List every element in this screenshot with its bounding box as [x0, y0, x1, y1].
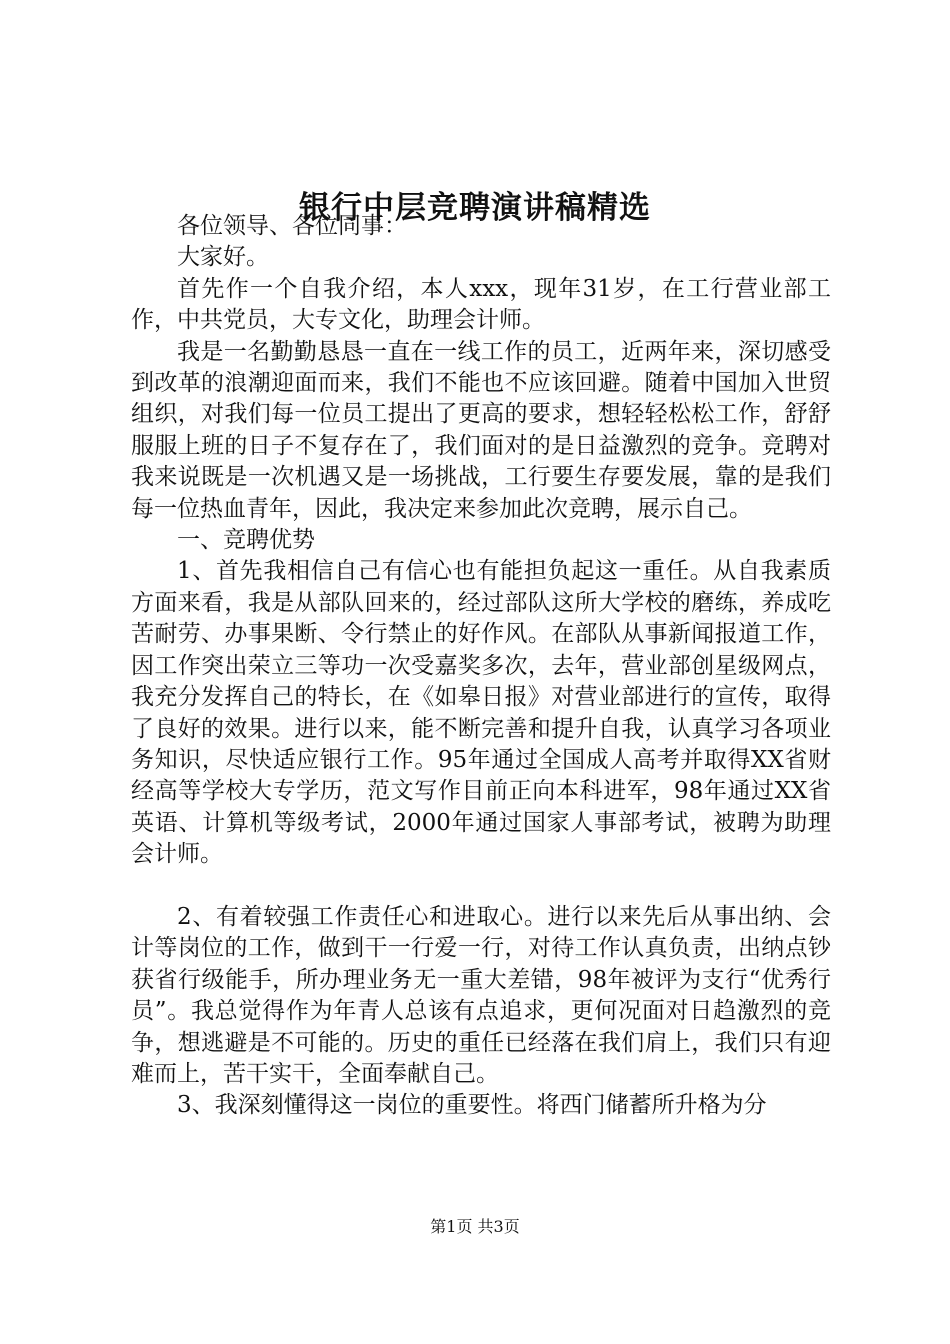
paragraph-advantage-2: 2、有着较强工作责任心和进取心。进行以来先后从事出纳、会计等岗位的工作，做到干一行爱一行，对待工作认真负责，出纳点钞获省行级能手，所办理业务无一重大差错，98年被评为支行“优秀行员”。我总觉得作为年青人总该有点追求，更何况面对日趋激烈的竞争，想逃避是不可能的。历史的重任已经落在我们肩上，我们只有迎难而上，苦干实干，全面奉献自己。 — [131, 903, 831, 1087]
document-body — [131, 211, 831, 1122]
greeting: 大家好。 — [177, 244, 269, 271]
paragraph-introduction: 首先作一个自我介绍，本人xxx，现年31岁，在工行营业部工作，中共党员，大专文化，助理会计师。 — [131, 275, 831, 334]
page-number-footer: 第1页 共3页 — [430, 1217, 520, 1236]
salutation: 各位领导、各位同事： — [177, 213, 407, 239]
paragraph-advantage-3: 3、我深刻懂得这一岗位的重要性。将西门储蓄所升格为分 — [177, 1092, 767, 1119]
document-title: 银行中层竞聘演讲稿精选 — [299, 190, 651, 226]
section-heading-advantages: 一、竞聘优势 — [177, 527, 315, 554]
paragraph-motivation: 我是一名勤勤恳恳一直在一线工作的员工，近两年来，深切感受到改革的浪潮迎面而来，我们不能也不应该回避。随着中国加入世贸组织，对我们每一位员工提出了更高的要求，想轻轻松松工作，舒舒服服上班的日子不复存在了，我们面对的是日益激烈的竞争。竞聘对我来说既是一次机遇又是一场挑战，工行要生存要发展，靠的是我们每一位热血青年，因此，我决定来参加此次竞聘，展示自己。 — [131, 338, 831, 522]
paragraph-advantage-1: 1、首先我相信自己有信心也有能担负起这一重任。从自我素质方面来看，我是从部队回来的，经过部队这所大学校的磨练，养成吃苦耐劳、办事果断、令行禁止的好作风。在部队从事新闻报道工作，因工作突出荣立三等功一次受嘉奖多次，去年，营业部创星级网点，我充分发挥自己的特长，在《如皋日报》对营业部进行的宣传，取得了良好的效果。进行以来，能不断完善和提升自我，认真学习各项业务知识，尽快适应银行工作。95年通过全国成人高考并取得XX省财经高等学校大专学历，范文写作目前正向本科进军，98年通过XX省英语、计算机等级考试，2000年通过国家人事部考试，被聘为助理会计师。 — [131, 558, 831, 868]
